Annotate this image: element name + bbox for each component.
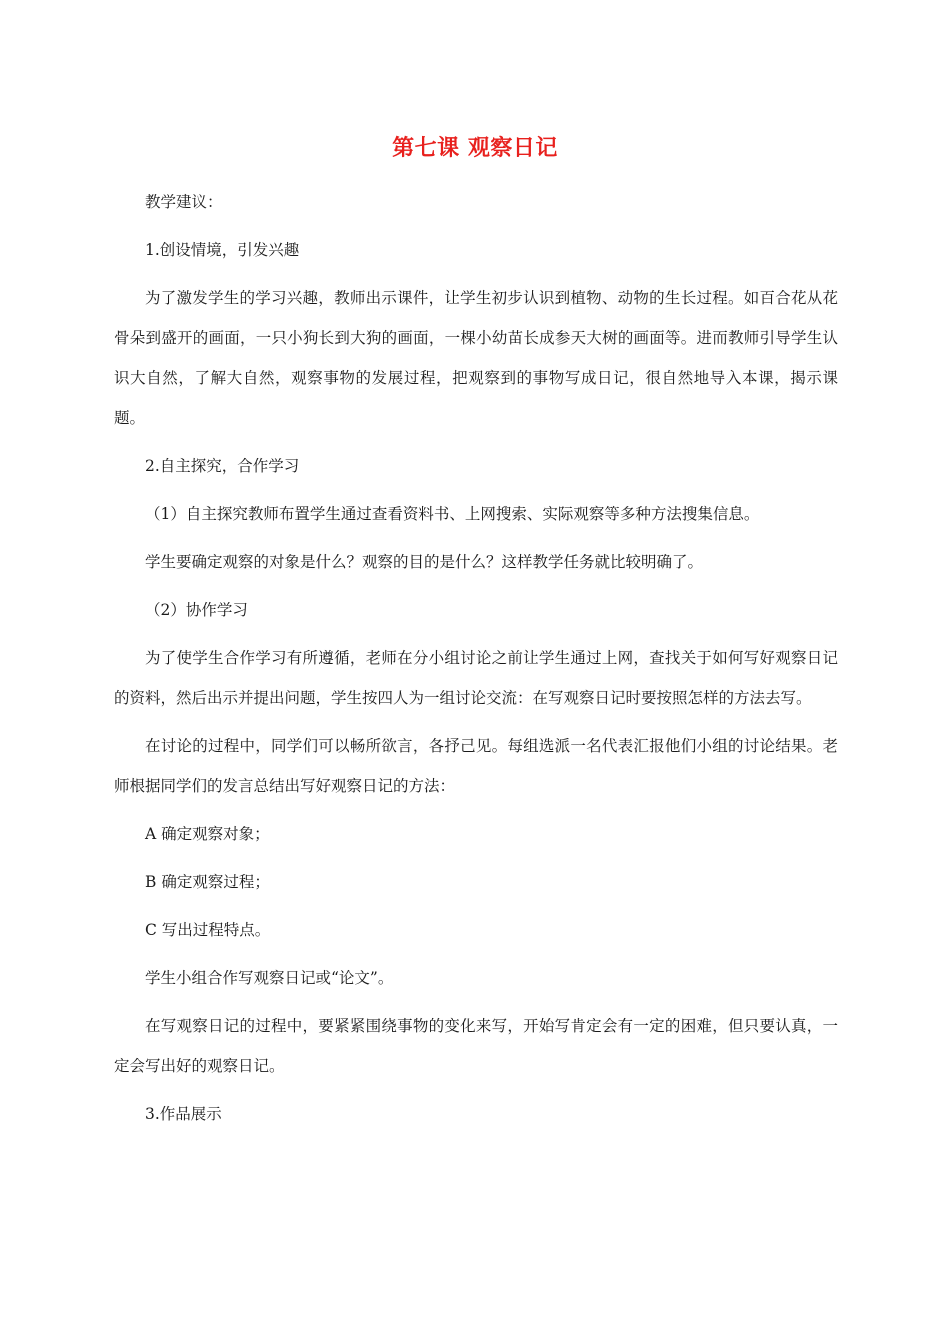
paragraph: 为了使学生合作学习有所遵循，老师在分小组讨论之前让学生通过上网，查找关于如何写好观察日记的资料，然后出示并提出问题，学生按四人为一组讨论交流：在写观察日记时要按照怎样的方法去写。 [114,649,838,707]
paragraph: 在写观察日记的过程中，要紧紧围绕事物的变化来写，开始写肯定会有一定的困难，但只要认真，一定会写出好的观察日记。 [114,1017,838,1075]
paragraph: 为了激发学生的学习兴趣，教师出示课件，让学生初步认识到植物、动物的生长过程。如百合花从花骨朵到盛开的画面，一只小狗长到大狗的画面，一棵小幼苗长成参天大树的画面等。进而教师引导学生认识大自然，了解大自然，观察事物的发展过程，把观察到的事物写成日记，很自然地导入本课，揭示课题。 [114,289,838,427]
paragraph: 学生小组合作写观察日记或“论文”。 [145,969,394,987]
list-item: B 确定观察过程； [145,873,270,891]
section-heading-1: 1.创设情境，引发兴趣 [145,241,300,259]
paragraph: 学生要确定观察的对象是什么？观察的目的是什么？这样教学任务就比较明确了。 [145,553,704,571]
list-item: C 写出过程特点。 [145,921,271,939]
section-heading-3: 3.作品展示 [145,1105,222,1123]
sub-heading: （2）协作学习 [145,601,248,619]
paragraph: （1）自主探究教师布置学生通过查看资料书、上网搜索、实际观察等多种方法搜集信息。 [145,505,760,523]
lesson-title: 第七课 观察日记 [392,136,558,161]
document-body [114,182,838,1142]
section-label-teaching-suggestions: 教学建议： [145,193,223,211]
section-heading-2: 2.自主探究，合作学习 [145,457,300,475]
list-item: A 确定观察对象； [145,825,270,843]
paragraph: 在讨论的过程中，同学们可以畅所欲言，各抒己见。每组选派一名代表汇报他们小组的讨论结果。老师根据同学们的发言总结出写好观察日记的方法： [114,737,838,795]
